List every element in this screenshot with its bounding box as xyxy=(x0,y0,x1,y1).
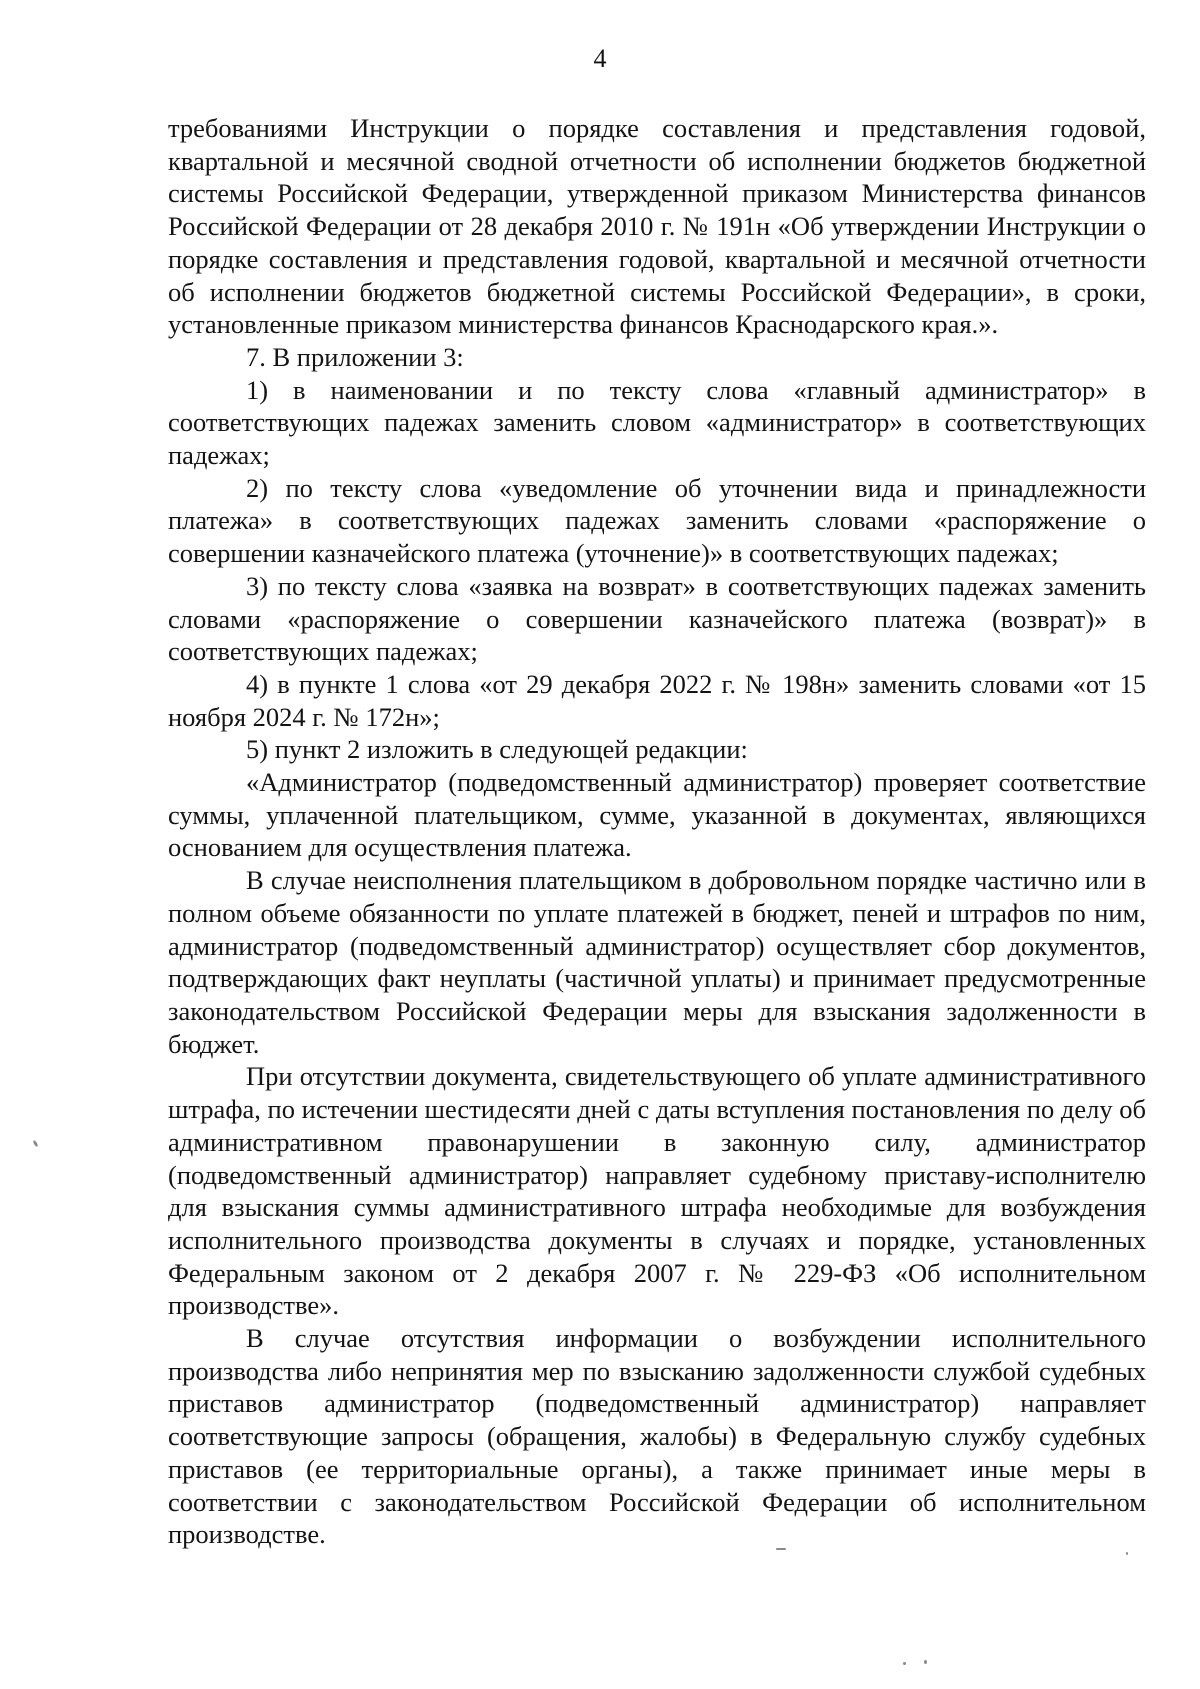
scan-speck xyxy=(903,1662,906,1665)
paragraph-quoted-2: В случае неисполнения плательщиком в добровольном порядке частично или в полном объеме обязанности по уплате платежей в бюджет, пеней и штрафов по ним, администратор (подведомственный администратор) осуществляет сбор документов, подтверждающих факт неуплаты (частичной уплаты) и принимает предусмотренные законодательством Российской Федерации меры для взыскания задолженности в бюджет. xyxy=(168,865,1146,1059)
scan-speck xyxy=(924,1660,927,1664)
paragraph-subitem-3: 3) по тексту слова «заявка на возврат» в соответствующих падежах заменить словами «распоряжение о совершении казначейского платежа (возврат)» в соответствующих падежах; xyxy=(168,570,1146,667)
paragraph-continuation: требованиями Инструкции о порядке составления и представления годовой, квартальной и месячной сводной отчетности об исполнении бюджетов бюджетной системы Российской Федерации, утвержденной приказом Министерства финансов Российской Федерации от 28 декабря 2010 г. № 191н «Об утверждении Инструкции о порядке составления и представления годовой, квартальной и месячной отчетности об исполнении бюджетов бюджетной системы Российской Федерации», в сроки, установленные приказом министерства финансов Краснодарского края.». xyxy=(168,113,1146,340)
document-body xyxy=(168,112,1146,1551)
paragraph-quoted-3: При отсутствии документа, свидетельствующего об уплате административного штрафа, по истечении шестидесяти дней с даты вступления постановления по делу об административном правонарушении в законную силу, администратор (подведомственный администратор) направляет судебному приставу-исполнителю для взыскания суммы административного штрафа необходимые для возбуждения исполнительного производства документы в случаях и порядке, установленных Федеральным законом от 2 декабря 2007 г. № 229-ФЗ «Об исполнительном производстве». xyxy=(168,1061,1146,1321)
page-number: 4 xyxy=(593,44,607,73)
paragraph-subitem-1: 1) в наименовании и по тексту слова «главный администратор» в соответствующих падежах заменить словом «администратор» в соответствующих падежах; xyxy=(168,374,1146,471)
paragraph-subitem-4: 4) в пункте 1 слова «от 29 декабря 2022 г. № 198н» заменить словами «от 15 ноября 2024 г. № 172н»; xyxy=(168,668,1146,732)
paragraph-item-7: 7. В приложении 3: xyxy=(246,341,464,372)
paragraph-subitem-2: 2) по тексту слова «уведомление об уточнении вида и принадлежности платежа» в соответствующих падежах заменить словами «распоряжение о совершении казначейского платежа (уточнение)» в соответствующих падежах; xyxy=(168,472,1146,569)
scan-speck xyxy=(32,1140,38,1148)
scan-speck xyxy=(1126,1552,1128,1555)
paragraph-quoted-4: В случае отсутствия информации о возбуждении исполнительного производства либо непринятия мер по взысканию задолженности службой судебных приставов администратор (подведомственный администратор) направляет соответствующие запросы (обращения, жалобы) в Федеральную службу судебных приставов (ее территориальные органы), а также принимает иные меры в соответствии с законодательством Российской Федерации об исполнительном производстве. xyxy=(168,1323,1146,1550)
paragraph-quoted-1: «Администратор (подведомственный администратор) проверяет соответствие суммы, уплаченной плательщиком, сумме, указанной в документах, являющихся основанием для осуществления платежа. xyxy=(168,767,1146,863)
scan-speck xyxy=(776,1548,786,1550)
paragraph-subitem-5: 5) пункт 2 изложить в следующей редакции: xyxy=(246,734,748,765)
